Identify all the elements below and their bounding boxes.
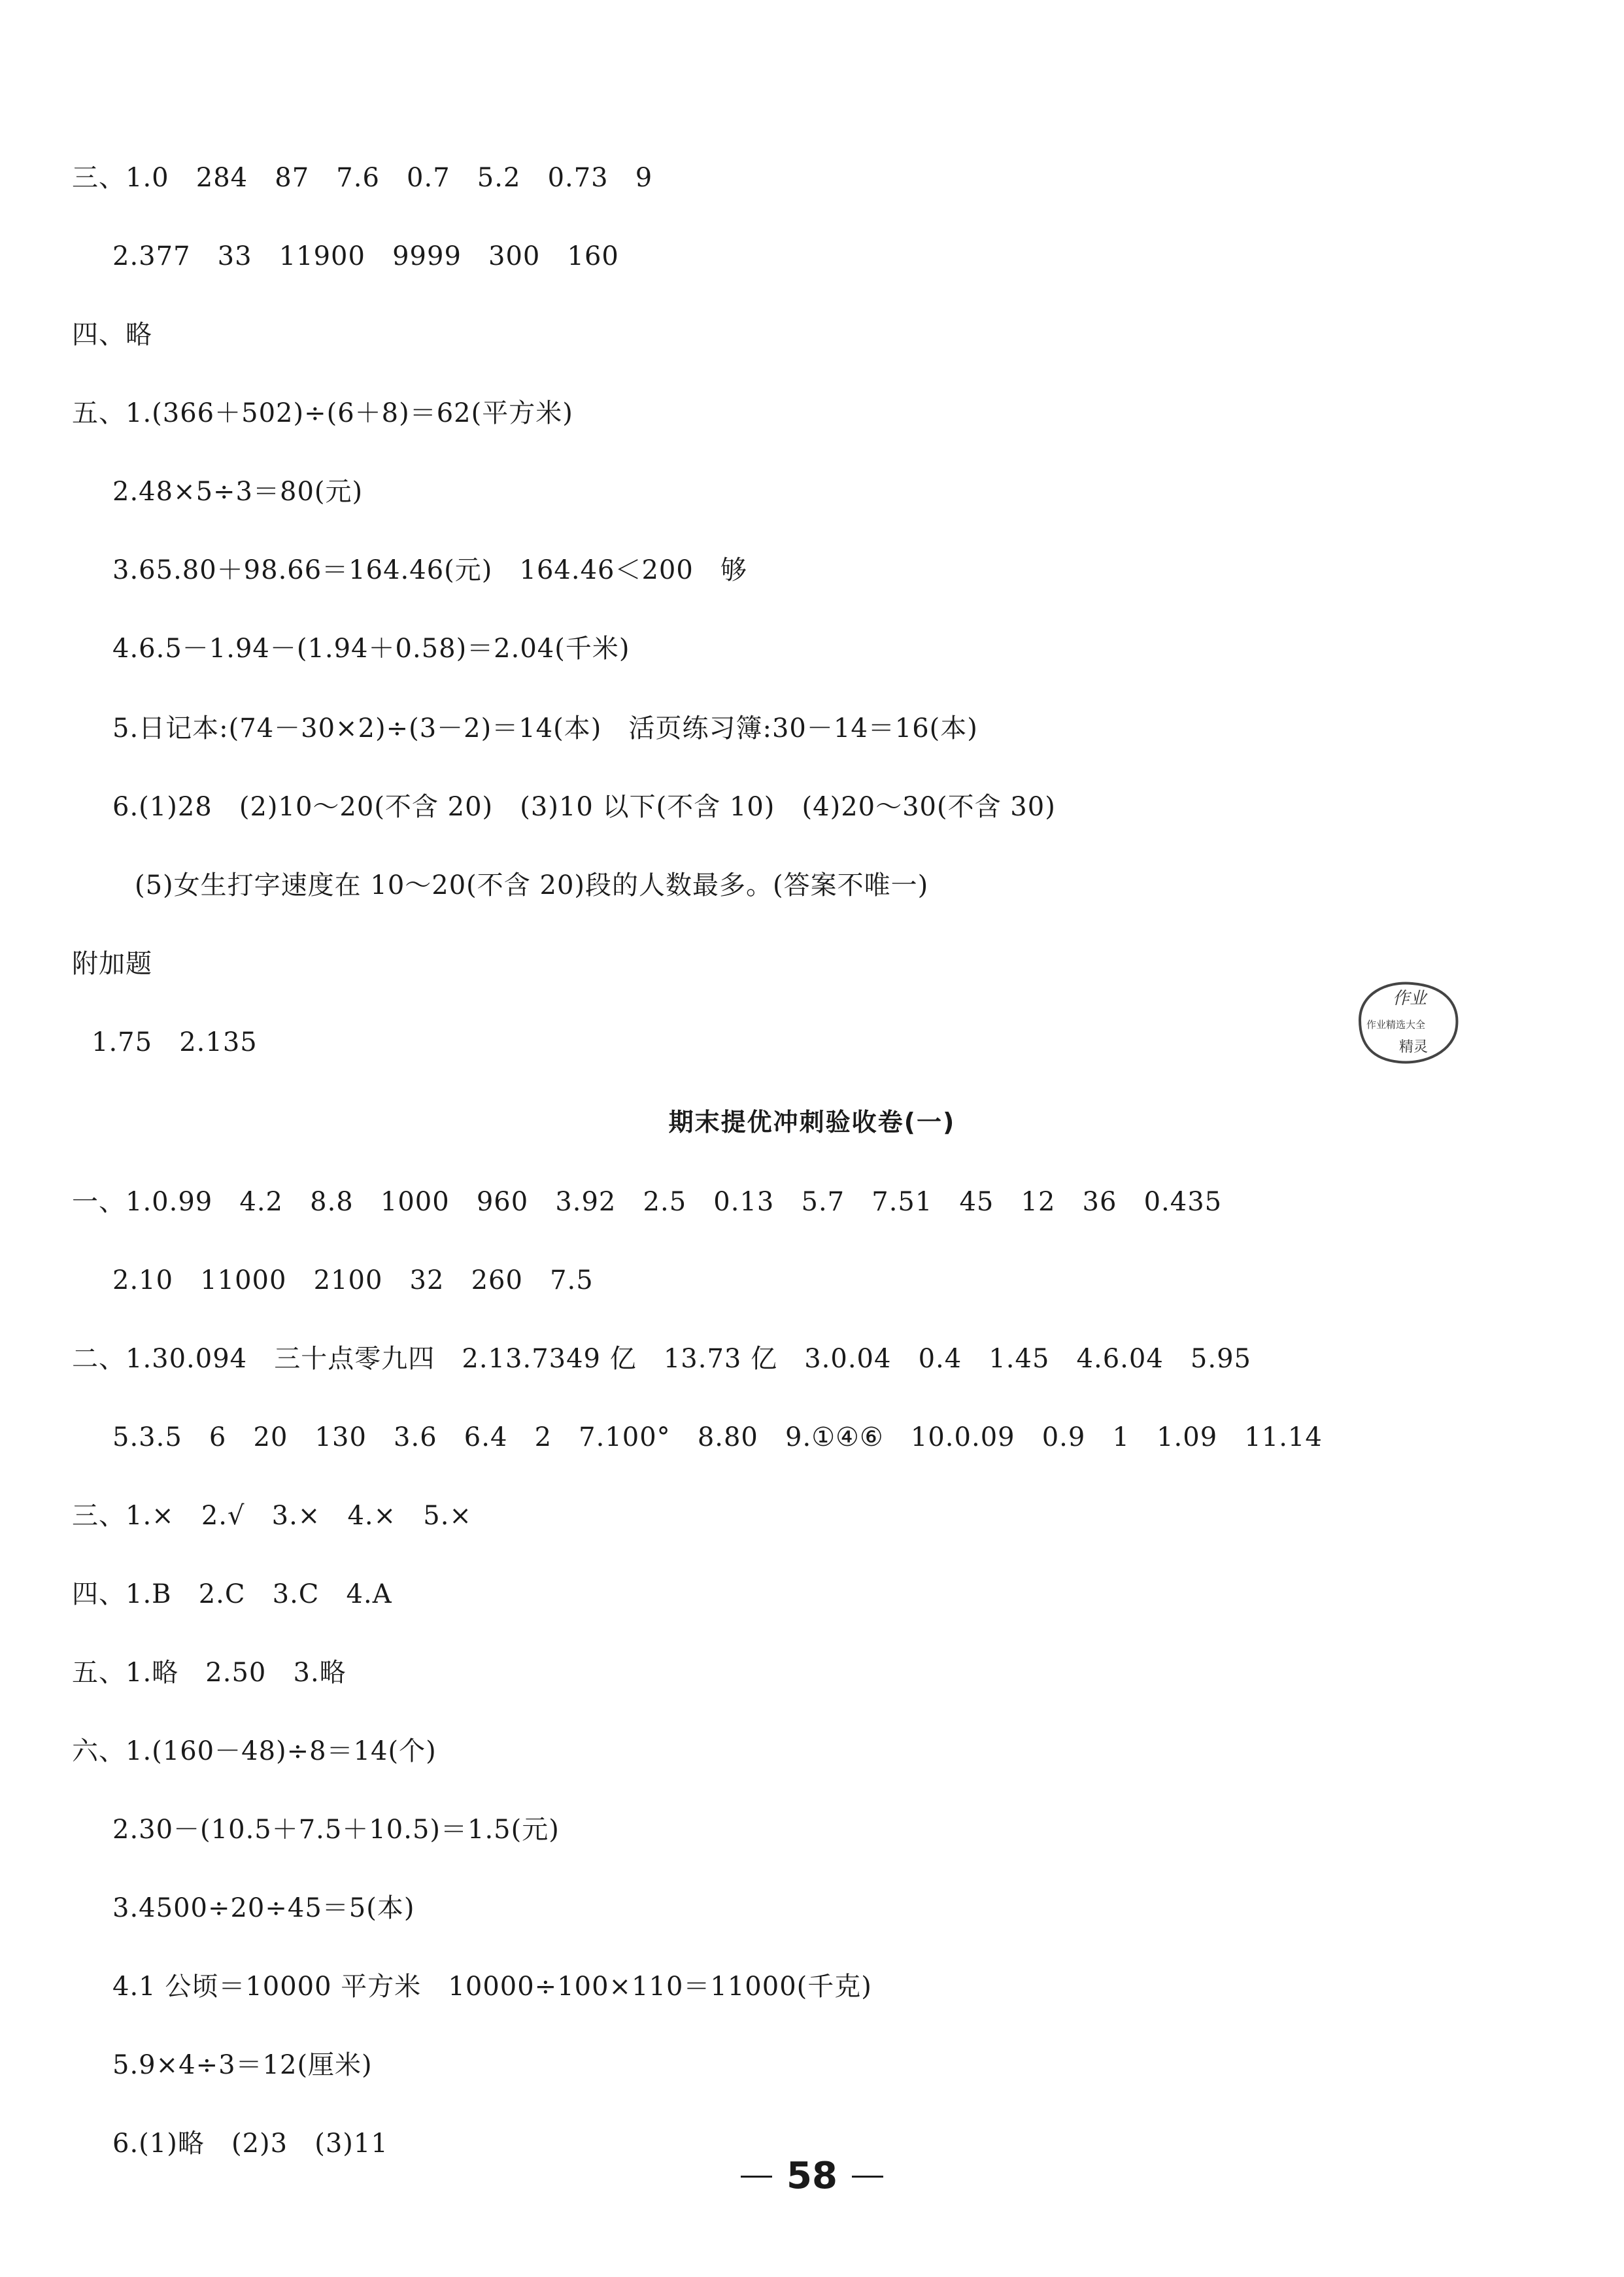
page-number: 58: [787, 2155, 837, 2197]
answer-line-wu-6: 6.(1)28 (2)10～20(不含 20) (3)10 以下(不含 10) (4)20～30(不含 30): [112, 792, 1056, 822]
answer-line-wu-2: 2.48×5÷3＝80(元): [112, 477, 364, 507]
answer-line-yi-2: 2.10 11000 2100 32 260 7.5: [112, 1265, 594, 1295]
answer-line-wu-1: 五、1.(366＋502)÷(6＋8)＝62(平方米): [72, 398, 573, 428]
answer-line-liu-6: 6.(1)略 (2)3 (3)11: [112, 2129, 388, 2159]
answer-line-liu-5: 5.9×4÷3＝12(厘米): [112, 2050, 373, 2080]
footer-dash-right: [852, 2176, 883, 2178]
answer-line-wu-5: 5.日记本:(74－30×2)÷(3－2)＝14(本) 活页练习簿:30－14＝16(本): [112, 713, 978, 744]
answer-line-wu-3: 3.65.80＋98.66＝164.46(元) 164.46＜200 够: [112, 555, 747, 585]
answer-line-san-1: 三、1.0 284 87 7.6 0.7 5.2 0.73 9: [72, 163, 653, 193]
answer-line-yi-1: 一、1.0.99 4.2 8.8 1000 960 3.92 2.5 0.13 5.7 7.51 45 12 36 0.435: [72, 1187, 1223, 1217]
answer-line-er-1: 二、1.30.094 三十点零九四 2.13.7349 亿 13.73 亿 3.0.04 0.4 1.45 4.6.04 5.95: [72, 1344, 1251, 1374]
answer-line-san-2: 2.377 33 11900 9999 300 160: [112, 241, 619, 271]
answer-line-wu-4: 4.6.5－1.94－(1.94＋0.58)＝2.04(千米): [112, 634, 630, 664]
footer-dash-left: [741, 2176, 772, 2178]
svg-text:作业精选大全: 作业精选大全: [1366, 1019, 1426, 1031]
homework-stamp-logo: [1347, 974, 1464, 1072]
bonus-heading: 附加题: [72, 949, 152, 979]
answer-line-si: 四、略: [72, 320, 152, 350]
answer-line-wu: 五、1.略 2.50 3.略: [72, 1658, 347, 1688]
answer-line-liu-1: 六、1.(160－48)÷8＝14(个): [72, 1736, 437, 1766]
answer-line-liu-2: 2.30－(10.5＋7.5＋10.5)＝1.5(元): [112, 1815, 560, 1845]
page-footer: [0, 2155, 1624, 2197]
answer-line-wu-6-5: (5)女生打字速度在 10～20(不含 20)段的人数最多。(答案不唯一): [135, 870, 929, 900]
answer-line-liu-3: 3.4500÷20÷45＝5(本): [112, 1893, 415, 1923]
answer-line-er-2: 5.3.5 6 20 130 3.6 6.4 2 7.100° 8.80 9.①④⑥ 10.0.09 0.9 1 1.09 11.14: [112, 1422, 1323, 1452]
section-title: 期末提优冲刺验收卷(一): [668, 1108, 956, 1137]
svg-text:精灵: 精灵: [1399, 1039, 1429, 1055]
answer-line-si: 四、1.B 2.C 3.C 4.A: [72, 1579, 392, 1609]
answer-line-san: 三、1.× 2.√ 3.× 4.× 5.×: [72, 1501, 472, 1531]
answer-line-liu-4: 4.1 公顷＝10000 平方米 10000÷100×110＝11000(千克): [112, 1972, 872, 2002]
svg-text:作业: 作业: [1393, 989, 1427, 1008]
bonus-answers: 1.75 2.135: [92, 1027, 258, 1057]
